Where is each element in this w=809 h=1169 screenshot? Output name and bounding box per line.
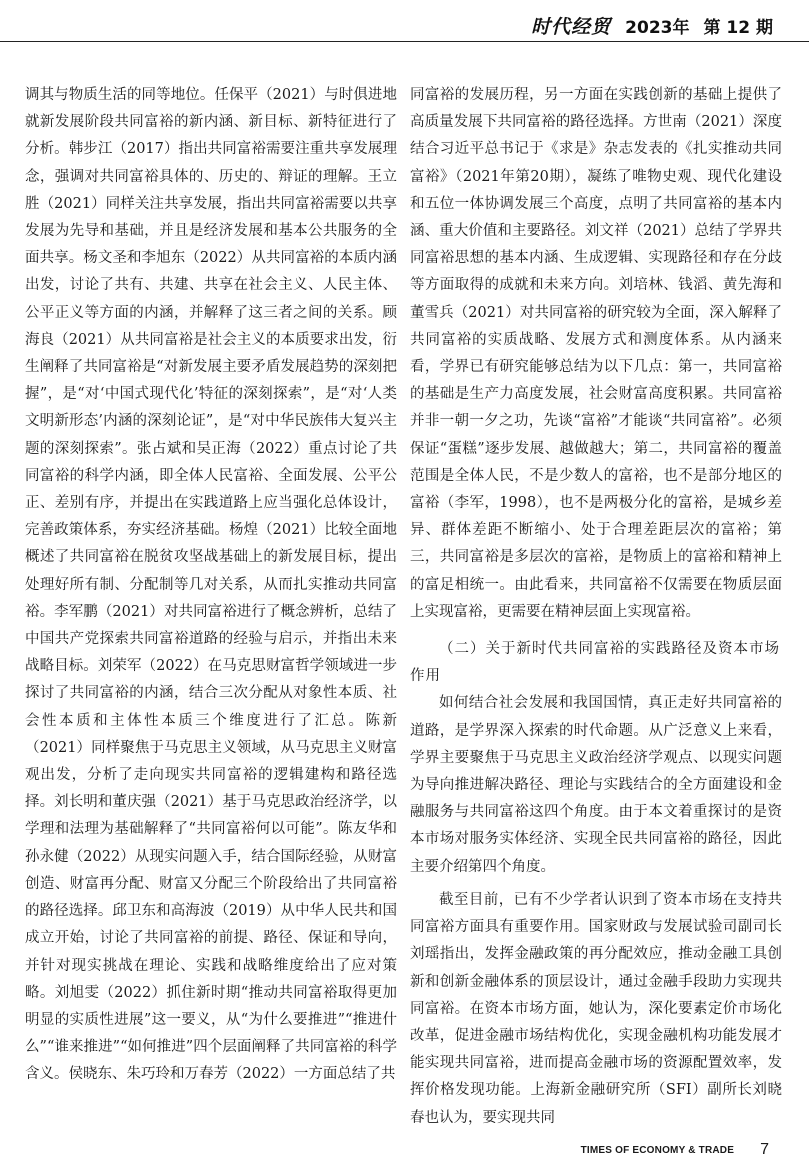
page-number: 7: [760, 1141, 769, 1158]
body-paragraph: 截至目前，已有不少学者认识到了资本市场在支持共同富裕方面具有重要作用。国家财政与发展试验司副司长刘瑶指出，发挥金融政策的再分配效应，推动金融工具创新和创新金融体系的顶层设计，通过金融手段助力实现共同富裕。在资本市场方面，她认为，深化要素定价市场化改革，促进金融市场结构优化，实现金融机构功能发展才能实现共同富裕，进而提高金融市场的资源配置效率，发挥价格发现功能。上海新金融研究所（SFI）副所长刘晓春也认为，要实现共同: [410, 891, 782, 1126]
year-label: 2023年: [625, 18, 690, 38]
body-paragraph: 如何结合社会发展和我国国情，真正走好共同富裕的道路，是学界深入探索的时代命题。从广泛意义上来看，学界主要聚焦于马克思主义政治经济学观点、以现实问题为导向推进解决路径、理论与实践结合的全方面建设和金融服务与共同富裕这四个角度。由于本文着重探讨的是资本市场对服务实体经济、实现全民共同富裕的路径，因此主要介绍第四个角度。: [410, 695, 782, 875]
magazine-name: 时代经贸: [531, 16, 612, 38]
left-column: [25, 82, 397, 1089]
page-header: [531, 12, 773, 39]
journal-english-name: TIMES OF ECONOMY & TRADE: [580, 1144, 735, 1156]
body-paragraph: 调其与物质生活的同等地位。任保平（2021）与时俱进地就新发展阶段共同富裕的新内涵、新目标、新特征进行了分析。韩步江（2017）指出共同富裕需要注重共享发展理念，强调对共同富裕具体的、历史的、辩证的理解。王立胜（2021）同样关注共享发展，指出共同富裕需要以共享发展为先导和基础，并且是经济发展和基本公共服务的全面共享。杨文圣和李旭东（2022）从共同富裕的本质内涵出发，讨论了共有、共建、共享在社会主义、人民主体、公平正义等方面的内涵，并解释了这三者之间的关系。顾海良（2021）从共同富裕是社会主义的本质要求出发，衍生阐释了共同富裕是“对新发展主要矛盾发展趋势的深刻把握”，是“对‘中国式现代化’特征的深刻探索”，是“对‘人类文明新形态’内涵的深刻论证”，是“对中华民族伟大复兴主题的深刻探索”。张占斌和吴正海（2022）重点讨论了共同富裕的科学内涵，即全体人民富裕、全面发展、公平公正、差别有序，并提出在实践道路上应当强化总体设计，完善政策体系，夯实经济基础。杨煌（2021）比较全面地概述了共同富裕在脱贫攻坚战基础上的新发展目标，提出处理好所有制、分配制等几对关系，从而扎实推动共同富裕。李军鹏（2021）对共同富裕进行了概念辨析，总结了中国共产党探索共同富裕道路的经验与启示，并指出未来战略目标。刘荣军（2022）在马克思财富哲学领域进一步探讨了共同富裕的内涵，结合三次分配从对象性本质、社会性本质和主体性本质三个维度进行了汇总。陈新（2021）同样聚焦于马克思主义领域，从马克思主义财富观出发，分析了走向现实共同富裕的逻辑建构和路径选择。刘长明和董庆强（2021）基于马克思政治经济学，以学理和法理为基础解释了“共同富裕何以可能”。陈友华和孙永健（2022）从现实问题入手，结合国际经验，从财富创造、财富再分配、财富又分配三个阶段给出了共同富裕的路径选择。邱卫东和高海波（2019）从中华人民共和国成立开始，讨论了共同富裕的前提、路径、保证和导向，并针对现实挑战在理论、实践和战略维度给出了应对策略。刘旭雯（2022）抓住新时期“推动共同富裕取得更加明显的实质性进展”这一要义，从“为什么要推进”“推进什么”“谁来推进”“如何推进”四个层面阐释了共同富裕的科学含义。侯晓东、朱巧玲和万春芳（2022）一方面总结了共: [25, 87, 397, 1083]
page-footer: [581, 1141, 769, 1159]
right-column: [410, 82, 782, 1132]
body-paragraph: 同富裕的发展历程，另一方面在实践创新的基础上提供了高质量发展下共同富裕的路径选择。方世南（2021）深度结合习近平总书记于《求是》杂志发表的《扎实推动共同富裕》（2021年第20期），凝练了唯物史观、现代化建设和五位一体协调发展三个高度，点明了共同富裕的基本内涵、重大价值和主要路径。刘文祥（2021）总结了学界共同富裕思想的基本内涵、生成逻辑、实现路径和存在分歧等方面取得的成就和未来方向。刘培林、钱滔、黄先海和董雪兵（2021）对共同富裕的研究较为全面，深入解释了共同富裕的实质战略、发展方式和测度体系。从内涵来看，学界已有研究能够总结为以下几点：第一，共同富裕的基础是生产力高度发展，社会财富高度积累。共同富裕并非一朝一夕之功，先谈“富裕”才能谈“共同富裕”。必须保证“蛋糕”逐步发展、越做越大；第二，共同富裕的覆盖范围是全体人民，不是少数人的富裕，也不是部分地区的富裕（李军，1998），也不是两极分化的富裕，是城乡差异、群体差距不断缩小、处于合理差距层次的富裕；第三，共同富裕是多层次的富裕，是物质上的富裕和精神上的富足相统一。由此看来，共同富裕不仅需要在物质层面上实现富裕，更需要在精神层面上实现富裕。: [410, 87, 782, 620]
section-subheading: （二）关于新时代共同富裕的实践路径及资本市场作用: [410, 641, 780, 685]
issue-label: 第 12 期: [703, 18, 773, 38]
header-rule: [0, 41, 809, 42]
